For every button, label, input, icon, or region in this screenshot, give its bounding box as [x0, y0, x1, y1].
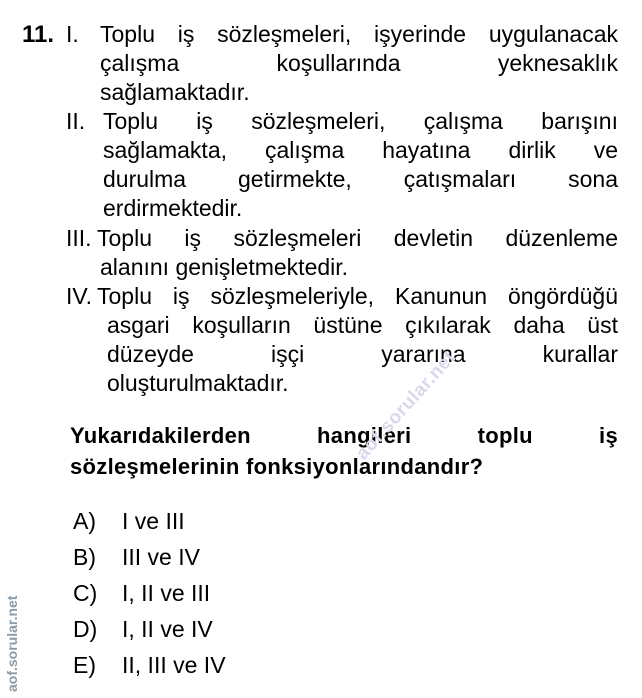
option-letter: E) [73, 652, 96, 678]
option-text: I, II ve IV [122, 616, 213, 642]
statement-1-label: I. [66, 21, 79, 47]
statement-line: Toplu iş sözleşmeleri devletin düzenleme [97, 225, 618, 251]
option-letter: A) [73, 508, 96, 534]
option-text: III ve IV [122, 544, 200, 570]
prompt-line: Yukarıdakilerden hangileri toplu iş [70, 423, 618, 448]
question-prompt [70, 420, 618, 482]
option-letter: B) [73, 544, 96, 570]
statement-3 [66, 224, 618, 282]
statement-line: sağlamaktadır. [100, 79, 250, 105]
option-text: II, III ve IV [122, 652, 226, 678]
option-text: I, II ve III [122, 580, 211, 606]
question-number: 11. [22, 21, 55, 48]
statement-line: Toplu iş sözleşmeleri, çalışma barışını [103, 108, 618, 134]
statement-2 [66, 107, 618, 223]
statement-line: Toplu iş sözleşmeleriyle, Kanunun öngördüğü [97, 283, 618, 309]
statement-line: sağlamakta, çalışma hayatına dirlik ve [103, 137, 618, 163]
option-letter: D) [73, 616, 98, 642]
option-letter: C) [73, 580, 98, 606]
statement-line: Toplu iş sözleşmeleri, işyerinde uygulanacak [100, 21, 618, 47]
watermark-diagonal: aof.sorular.net [352, 347, 461, 465]
statement-3-label: III. [66, 225, 92, 251]
statement-4-label: IV. [66, 283, 93, 309]
statement-4 [66, 282, 618, 398]
statement-line: çalışma koşullarında yeknesaklık [100, 50, 618, 76]
statement-2-label: II. [66, 108, 86, 134]
prompt-line: sözleşmelerinin fonksiyonlarındandır? [70, 454, 484, 479]
statement-line: alanını genişletmektedir. [100, 254, 349, 280]
statement-line: asgari koşulların üstüne çıkılarak daha üst [107, 312, 618, 338]
statement-line: düzeyde işçi yararına kurallar [107, 341, 618, 367]
statement-line: oluşturulmaktadır. [107, 370, 289, 396]
watermark-side: aof.sorular.net [4, 595, 20, 692]
statement-line: erdirmektedir. [103, 195, 243, 221]
option-text: I ve III [122, 508, 185, 534]
statement-line: durulma getirmekte, çatışmaları sona [103, 166, 618, 192]
statement-1 [66, 20, 618, 107]
